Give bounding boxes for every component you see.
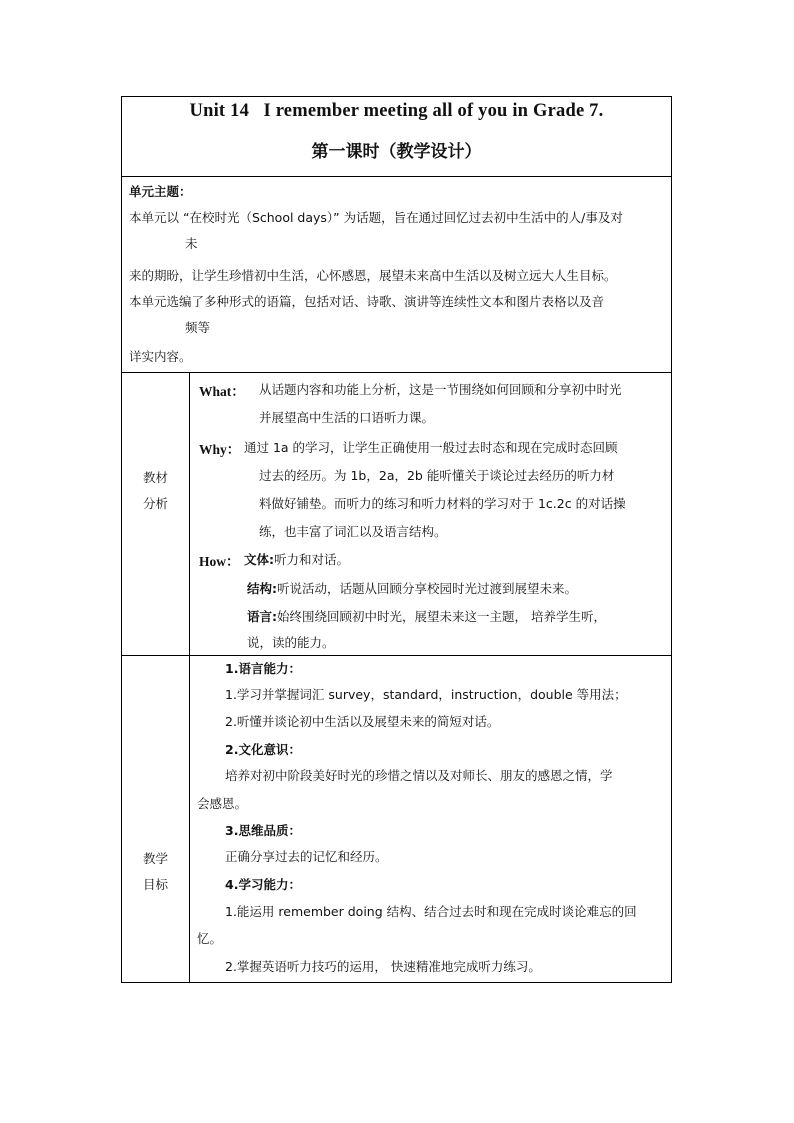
why-text: 通过 1a 的学习，让学生正确使用一般过去时态和现在完成时态回顾 [244,440,618,455]
goal-heading: 2.文化意识： [225,742,301,757]
column-divider [189,373,190,655]
theme-line: 未 [185,236,198,251]
how-genre: 文体:听力和对话。 [244,552,350,567]
how-structure: 结构:听说活动，话题从回顾分享校园时光过渡到展望未来。 [247,581,578,596]
how-language: 语言:始终围绕回顾初中时光，展望未来这一主题， 培养学生听， [247,609,606,624]
teaching-goals-row [122,656,671,982]
unit-theme-row [122,177,671,373]
goal-item: 2.掌握英语听力技巧的运用， 快速精准地完成听力练习。 [225,959,541,974]
lesson-subtitle: 第一课时（教学设计） [311,142,482,162]
goal-item: 1.学习并掌握词汇 survey，standard，instruction，double 等用法； [225,687,627,702]
analysis-label: 教材 分析 [142,470,168,511]
theme-line: 频等 [185,320,211,335]
lesson-plan-table [121,96,672,983]
goal-item: 培养对初中阶段美好时光的珍惜之情以及对师长、朋友的感恩之情，学 [225,768,613,783]
theme-line: 本单元以 “在校时光（School days）” 为话题，旨在通过回忆过去初中生活中的人/事及对 [129,210,623,225]
goal-item: 会感恩。 [197,796,248,811]
why-text: 过去的经历。为 1b，2a，2b 能听懂关于谈论过去经历的听力材 [259,468,615,483]
how-key: How： [199,554,240,569]
title-row [122,97,671,177]
column-divider [189,656,190,982]
goal-heading: 4.学习能力： [225,877,301,892]
goal-item: 忆。 [197,931,223,946]
goal-item: 2.听懂并谈论初中生活以及展望未来的简短对话。 [225,714,500,729]
goal-item: 正确分享过去的记忆和经历。 [225,849,388,864]
what-text: 从话题内容和功能上分析，这是一节围绕如何回顾和分享初中时光 [259,382,622,397]
why-text: 料做好铺垫。而听力的练习和听力材料的学习对于 1c.2c 的对话操 [259,496,626,511]
goal-heading: 1.语言能力： [225,661,301,676]
why-text: 练，也丰富了词汇以及语言结构。 [259,524,447,539]
what-text: 并展望高中生活的口语听力课。 [259,410,435,425]
theme-line: 来的期盼，让学生珍惜初中生活，心怀感恩，展望未来高中生活以及树立远大人生目标。 [129,268,617,283]
why-key: Why： [199,442,241,457]
theme-line: 本单元选编了多种形式的语篇，包括对话、诗歌、演讲等连续性文本和图片表格以及音 [129,294,605,309]
what-key: What： [199,384,245,399]
how-language-cont: 说，读的能力。 [247,635,335,650]
theme-line: 详实内容。 [129,349,192,364]
unit-title: Unit 14 I remember meeting all of you in Grade 7. [189,101,604,121]
theme-label: 单元主题： [129,184,192,199]
goal-heading: 3.思维品质： [225,823,301,838]
material-analysis-row [122,373,671,656]
goal-item: 1.能运用 remember doing 结构、结合过去时和现在完成时谈论难忘的回 [225,904,637,919]
goals-label: 教学 目标 [142,851,168,892]
